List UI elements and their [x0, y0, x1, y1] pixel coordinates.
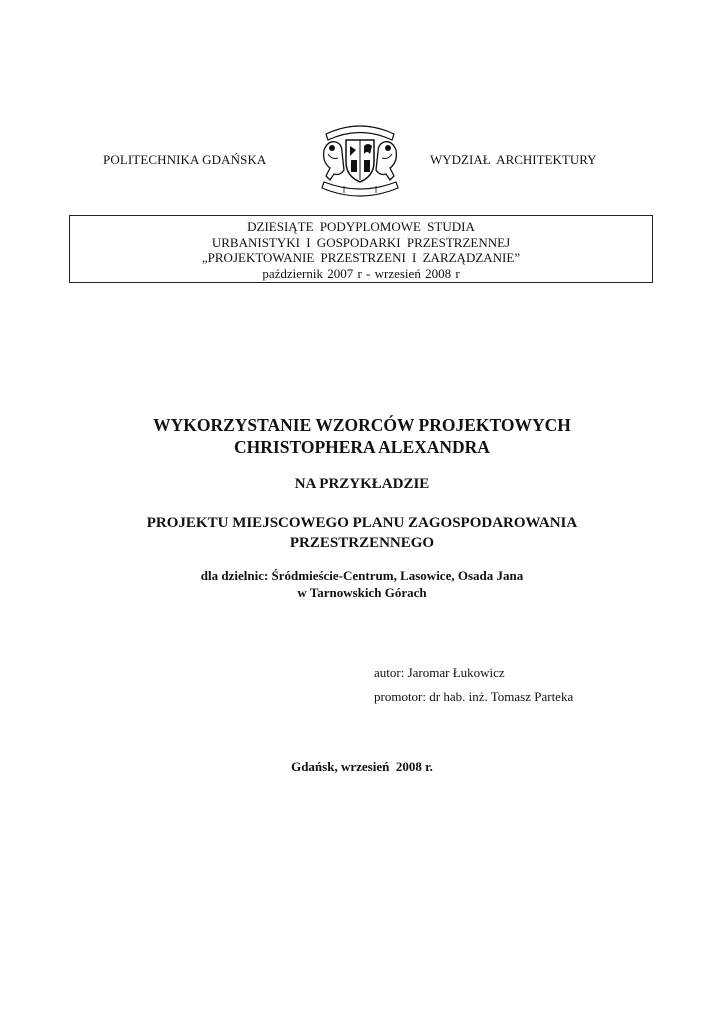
university-name: POLITECHNIKA GDAŃSKA — [103, 152, 267, 167]
program-line-3: „PROJEKTOWANIE PRZESTRZENI I ZARZĄDZANIE” — [201, 250, 521, 265]
thesis-title-line-1: WYKORZYSTANIE WZORCÓW PROJEKTOWYCH — [153, 415, 571, 435]
thesis-subtitle: NA PRZYKŁADZIE — [294, 476, 430, 492]
districts-line-2: w Tarnowskich Górach — [297, 585, 427, 600]
districts-info — [0, 567, 724, 601]
faculty-name: WYDZIAŁ ARCHITEKTURY — [430, 152, 597, 167]
program-info-box — [69, 215, 653, 283]
promotor-line: promotor: dr hab. inż. Tomasz Parteka — [374, 689, 574, 704]
project-line-1: PROJEKTU MIEJSCOWEGO PLANU ZAGOSPODAROWANIA — [146, 515, 578, 531]
districts-line-1: dla dzielnic: Śródmieście-Centrum, Lasowice, Osada Jana — [200, 568, 524, 583]
place-and-date: Gdańsk, wrzesień 2008 r. — [291, 759, 433, 774]
author-line: autor: Jaromar Łukowicz — [374, 665, 505, 680]
program-line-1: DZIESIĄTE PODYPLOMOWE STUDIA — [247, 219, 475, 234]
thesis-title-line-2: CHRISTOPHERA ALEXANDRA — [234, 437, 490, 457]
program-line-2: URBANISTYKI I GOSPODARKI PRZESTRZENNEJ — [211, 234, 511, 250]
university-emblem-icon — [314, 120, 406, 198]
thesis-title — [0, 414, 724, 458]
project-name — [0, 513, 724, 553]
program-dates: październik 2007 r - wrzesień 2008 r — [262, 265, 460, 281]
project-line-2: PRZESTRZENNEGO — [289, 535, 435, 551]
